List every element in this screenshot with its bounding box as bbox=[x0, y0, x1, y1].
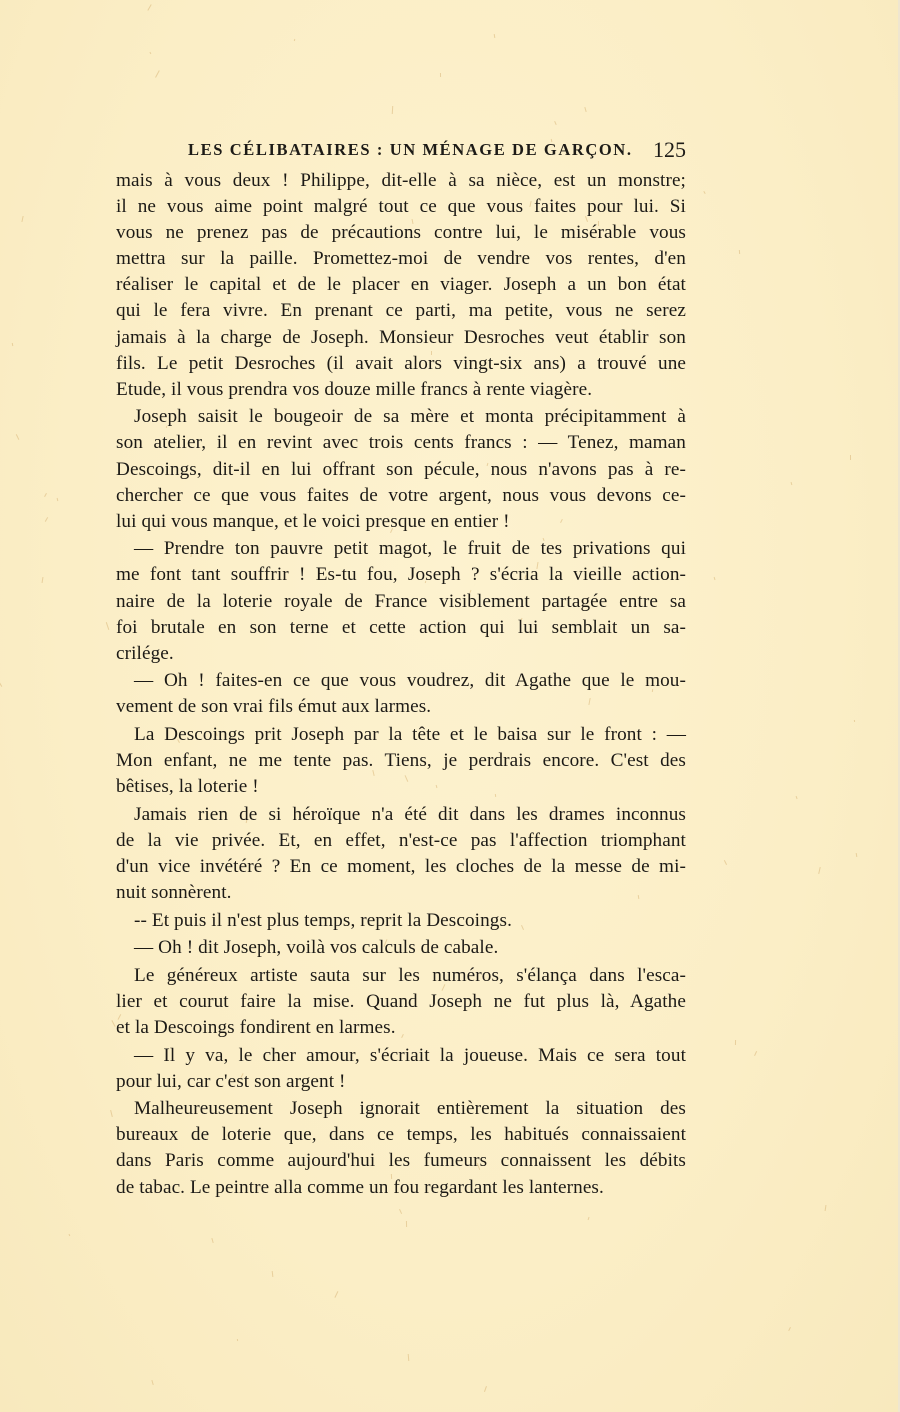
paragraph bbox=[116, 168, 686, 403]
running-title: LES CÉLIBATAIRES : UN MÉNAGE DE GARÇON. bbox=[188, 140, 633, 159]
paper-fibre bbox=[493, 34, 495, 38]
paper-fibre bbox=[294, 38, 296, 41]
paper-fibre bbox=[110, 1110, 113, 1117]
paper-fibre bbox=[788, 1327, 791, 1331]
paper-fibre bbox=[408, 1354, 410, 1361]
text-line: me font tant souffrir ! Es-tu fou, Joseph ? s'écria la vieille action- bbox=[116, 564, 686, 586]
paragraph bbox=[116, 963, 686, 1041]
text-line: Etude, il vous prendra vos douze mille francs à rente viagère. bbox=[116, 378, 593, 400]
page-number: 125 bbox=[653, 137, 686, 162]
paper-fibre bbox=[440, 73, 441, 77]
text-line: de la vie privée. Et, en effet, n'est-ce pas l'affection triomphant bbox=[116, 829, 686, 851]
paper-fibre bbox=[335, 1291, 339, 1297]
text-line: son atelier, il en revint avec trois cents francs : — Tenez, maman bbox=[116, 432, 686, 454]
body-text bbox=[116, 168, 686, 1202]
paper-fibre bbox=[587, 1217, 589, 1221]
paper-fibre bbox=[850, 455, 851, 460]
text-line: vous ne prenez pas de précautions contre lui, le misérable vous bbox=[116, 222, 686, 244]
paragraph bbox=[116, 935, 686, 961]
paper-fibre bbox=[714, 577, 716, 580]
paper-fibre bbox=[42, 577, 44, 583]
paragraph bbox=[116, 668, 686, 720]
paragraph bbox=[116, 908, 686, 934]
paper-fibre bbox=[151, 1380, 153, 1385]
text-line: lui qui vous manque, et le voici presque en entier ! bbox=[116, 510, 510, 532]
paper-fibre bbox=[12, 343, 13, 346]
paragraph bbox=[116, 536, 686, 666]
paper-fibre bbox=[703, 191, 705, 194]
paragraph bbox=[116, 1043, 686, 1095]
paper-fibre bbox=[399, 1209, 402, 1214]
text-line: — Oh ! dit Joseph, voilà vos calculs de cabale. bbox=[134, 937, 499, 959]
paper-fibre bbox=[237, 1339, 238, 1341]
text-line: — Il y va, le cher amour, s'écriait la joueuse. Mais ce sera tout bbox=[134, 1044, 686, 1066]
text-line: lier et courut faire la mise. Quand Joseph ne fut plus là, Agathe bbox=[116, 990, 686, 1012]
paper-fibre bbox=[44, 493, 47, 497]
paragraph bbox=[116, 802, 686, 906]
paper-fibre bbox=[735, 1040, 736, 1045]
text-line: — Oh ! faites-en ce que vous voudrez, dit Agathe que le mou- bbox=[134, 670, 686, 692]
paper-fibre bbox=[0, 682, 2, 687]
paper-fibre bbox=[584, 107, 586, 112]
paper-fibre bbox=[484, 1386, 487, 1392]
text-line: Le généreux artiste sauta sur les numéros, s'élança dans l'esca- bbox=[134, 964, 686, 986]
paper-fibre bbox=[824, 1205, 826, 1212]
paragraph bbox=[116, 722, 686, 800]
text-line: Mon enfant, ne me tente pas. Tiens, je perdrais encore. C'est des bbox=[116, 750, 686, 772]
text-line: La Descoings prit Joseph par la tête et le baisa sur le front : — bbox=[134, 723, 686, 745]
text-line: foi brutale en son terne et cette action qui lui semblait un sa- bbox=[116, 616, 686, 638]
text-line: fils. Le petit Desroches (il avait alors vingt-six ans) a trouvé une bbox=[116, 352, 686, 374]
text-line: -- Et puis il n'est plus temps, reprit la Descoings. bbox=[134, 909, 512, 931]
paragraph bbox=[116, 1096, 686, 1200]
paper-fibre bbox=[155, 70, 159, 77]
text-line: pour lui, car c'est son argent ! bbox=[116, 1070, 346, 1092]
text-line: Descoings, dit-il en lui offrant son pécule, nous n'avons pas à re- bbox=[116, 458, 686, 480]
text-line: bureaux de loterie que, dans ce temps, les habitués connaissaient bbox=[116, 1124, 686, 1146]
text-line: d'un vice invétéré ? En ce moment, les cloches de la messe de mi- bbox=[116, 855, 686, 877]
paper-fibre bbox=[724, 860, 727, 865]
paper-fibre bbox=[854, 720, 855, 722]
text-line: vement de son vrai fils émut aux larmes. bbox=[116, 696, 432, 718]
paragraph bbox=[116, 404, 686, 534]
paper-fibre bbox=[150, 52, 152, 55]
paper-fibre bbox=[147, 4, 151, 11]
text-line: nuit sonnèrent. bbox=[116, 882, 232, 904]
text-line: crilége. bbox=[116, 642, 174, 664]
paper-fibre bbox=[406, 1221, 407, 1227]
paper-fibre bbox=[555, 121, 558, 125]
text-line: — Prendre ton pauvre petit magot, le fruit de tes privations qui bbox=[134, 538, 686, 560]
text-line: il ne vous aime point malgré tout ce que vous faites pour lui. Si bbox=[116, 196, 686, 218]
text-line: réaliser le capital et de le placer en viager. Joseph a un bon état bbox=[116, 274, 686, 296]
text-line: Joseph saisit le bougeoir de sa mère et monta précipitamment à bbox=[134, 406, 686, 428]
text-line: bêtises, la loterie ! bbox=[116, 776, 259, 798]
text-line: Jamais rien de si héroïque n'a été dit dans les drames inconnus bbox=[134, 803, 686, 825]
paper-fibre bbox=[739, 250, 740, 254]
paper-fibre bbox=[106, 622, 109, 630]
paper-fibre bbox=[392, 106, 393, 114]
text-line: chercher ce que vous faites de votre argent, nous vous devons ce- bbox=[116, 484, 686, 506]
paper-fibre bbox=[754, 1051, 757, 1056]
text-line: jamais à la charge de Joseph. Monsieur Desroches veut établir son bbox=[116, 326, 686, 348]
paper-fibre bbox=[16, 434, 19, 440]
paper-fibre bbox=[21, 216, 23, 222]
paper-fibre bbox=[272, 1271, 274, 1277]
paper-fibre bbox=[856, 853, 858, 857]
paper-fibre bbox=[795, 796, 797, 799]
text-line: de tabac. Le peintre alla comme un fou regardant les lanternes. bbox=[116, 1176, 604, 1198]
text-line: naire de la loterie royale de France visiblement partagée entre sa bbox=[116, 590, 686, 612]
text-line: qui le fera vivre. En prenant ce parti, ma petite, vous ne serez bbox=[116, 300, 686, 322]
text-line: dans Paris comme aujourd'hui les fumeurs connaissent les débits bbox=[116, 1150, 686, 1172]
paper-fibre bbox=[57, 498, 59, 502]
paper-fibre bbox=[818, 867, 820, 874]
running-head bbox=[116, 137, 686, 165]
text-line: mettra sur la paille. Promettez-moi de vendre vos rentes, d'en bbox=[116, 248, 686, 270]
paper-fibre bbox=[212, 1238, 214, 1243]
paper-fibre bbox=[790, 482, 792, 486]
text-line: et la Descoings fondirent en larmes. bbox=[116, 1017, 396, 1038]
paper-fibre bbox=[45, 517, 48, 522]
paper-fibre bbox=[68, 1233, 70, 1236]
text-line: mais à vous deux ! Philippe, dit-elle à sa nièce, est un monstre; bbox=[116, 170, 686, 191]
text-line: Malheureusement Joseph ignorait entièrement la situation des bbox=[134, 1098, 686, 1120]
